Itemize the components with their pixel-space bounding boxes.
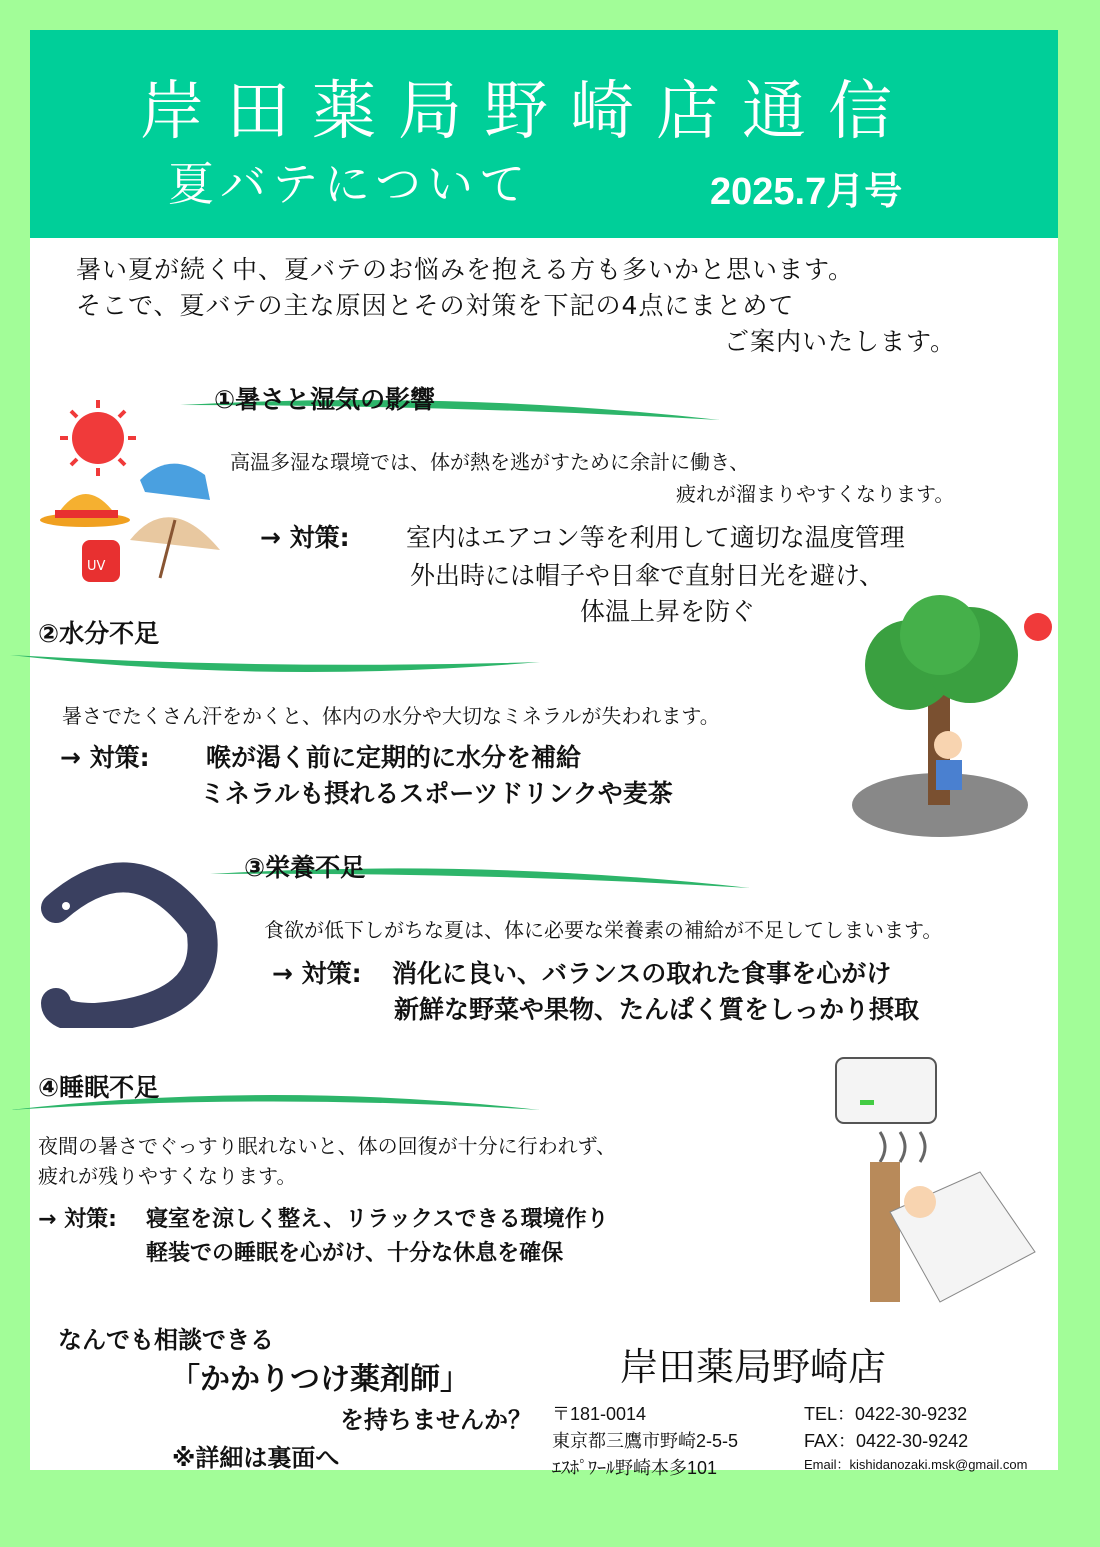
measure: 軽装での睡眠を心がけ、十分な休息を確保 bbox=[146, 1241, 564, 1266]
postal-code: 〒181-0014 bbox=[552, 1404, 647, 1424]
newsletter-title: 岸田薬局野崎店通信 bbox=[140, 75, 914, 149]
section-heading: ①暑さと湿気の影響 bbox=[214, 385, 436, 414]
section-body: 高温多湿な環境では、体が熱を逃がすために余計に働き、 bbox=[230, 450, 750, 474]
address-line: 東京都三鷹市野崎2-5-5 bbox=[552, 1431, 739, 1451]
issue-date: 2025.7月号 bbox=[710, 171, 903, 213]
intro-line: 暑い夏が続く中、夏バテのお悩みを抱える方も多いかと思います。 bbox=[76, 255, 855, 284]
address-line: ｴｽﾎﾟﾜｰﾙ野崎本多101 bbox=[552, 1458, 718, 1478]
store-name: 岸田薬局野崎店 bbox=[620, 1345, 887, 1389]
section-body: 暑さでたくさん汗をかくと、体内の水分や大切なミネラルが失われます。 bbox=[62, 704, 720, 728]
email-address[interactable]: Email：kishidanozaki.msk@gmail.com bbox=[804, 1457, 1028, 1472]
parasol-icon bbox=[130, 517, 220, 578]
intro-line: そこで、夏バテの主な原因とその対策を下記の4点にまとめて bbox=[76, 291, 795, 320]
section-body: 食欲が低下しがちな夏は、体に必要な栄養素の補給が不足してしまいます。 bbox=[264, 918, 943, 942]
sunscreen-icon bbox=[82, 540, 120, 582]
measure: 外出時には帽子や日傘で直射日光を避け、 bbox=[410, 561, 885, 590]
promo-line: 「かかりつけ薬剤師」 bbox=[170, 1362, 470, 1397]
measure-label: → 対策: bbox=[260, 523, 350, 552]
measure: 喉が渇く前に定期的に水分を補給 bbox=[206, 743, 582, 772]
section-body: 疲れが残りやすくなります。 bbox=[38, 1164, 297, 1188]
measure: 寝室を涼しく整え、リラックスできる環境作り bbox=[146, 1207, 609, 1232]
tree-shade-illustration bbox=[850, 595, 1060, 845]
straw-hat-icon bbox=[40, 494, 130, 527]
measure: 新鮮な野菜や果物、たんぱく質をしっかり摂取 bbox=[394, 995, 920, 1024]
measure: 体温上昇を防ぐ bbox=[580, 597, 756, 626]
section-body: 夜間の暑さでぐっすり眠れないと、体の回復が十分に行われず、 bbox=[38, 1134, 616, 1158]
air-conditioner-icon bbox=[836, 1058, 936, 1123]
newsletter-subtitle: 夏バテについて bbox=[168, 157, 532, 211]
cap-icon bbox=[140, 464, 210, 500]
sun-icon bbox=[1024, 613, 1052, 641]
section-heading: ②水分不足 bbox=[38, 619, 160, 648]
promo-line: を持ちませんか？ bbox=[340, 1406, 532, 1434]
measure: 消化に良い、バランスの取れた食事を心がけ bbox=[392, 959, 892, 988]
tel-number: TEL：0422-30-9232 bbox=[804, 1404, 968, 1424]
intro-line: ご案内いたします。 bbox=[724, 327, 957, 356]
measure-label: → 対策: bbox=[272, 959, 362, 988]
measure: ミネラルも摂れるスポーツドリンクや麦茶 bbox=[200, 779, 673, 808]
promo-line: なんでも相談できる bbox=[58, 1326, 274, 1354]
sun-icon bbox=[60, 400, 136, 476]
section-heading: ③栄養不足 bbox=[244, 853, 366, 882]
promo-line: ※詳細は裏面へ bbox=[172, 1444, 340, 1472]
summer-items-illustration bbox=[40, 400, 230, 590]
measure-label: → 対策: bbox=[38, 1207, 117, 1232]
svg-text:UV: UV bbox=[87, 559, 106, 574]
eel-illustration bbox=[36, 848, 221, 1028]
sleeping-ac-illustration bbox=[830, 1052, 1045, 1312]
section-body: 疲れが溜まりやすくなります。 bbox=[676, 482, 955, 506]
fax-number: FAX：0422-30-9242 bbox=[804, 1431, 969, 1451]
section-heading: ④睡眠不足 bbox=[38, 1073, 160, 1102]
measure-label: → 対策: bbox=[60, 743, 150, 772]
measure: 室内はエアコン等を利用して適切な温度管理 bbox=[406, 523, 905, 552]
